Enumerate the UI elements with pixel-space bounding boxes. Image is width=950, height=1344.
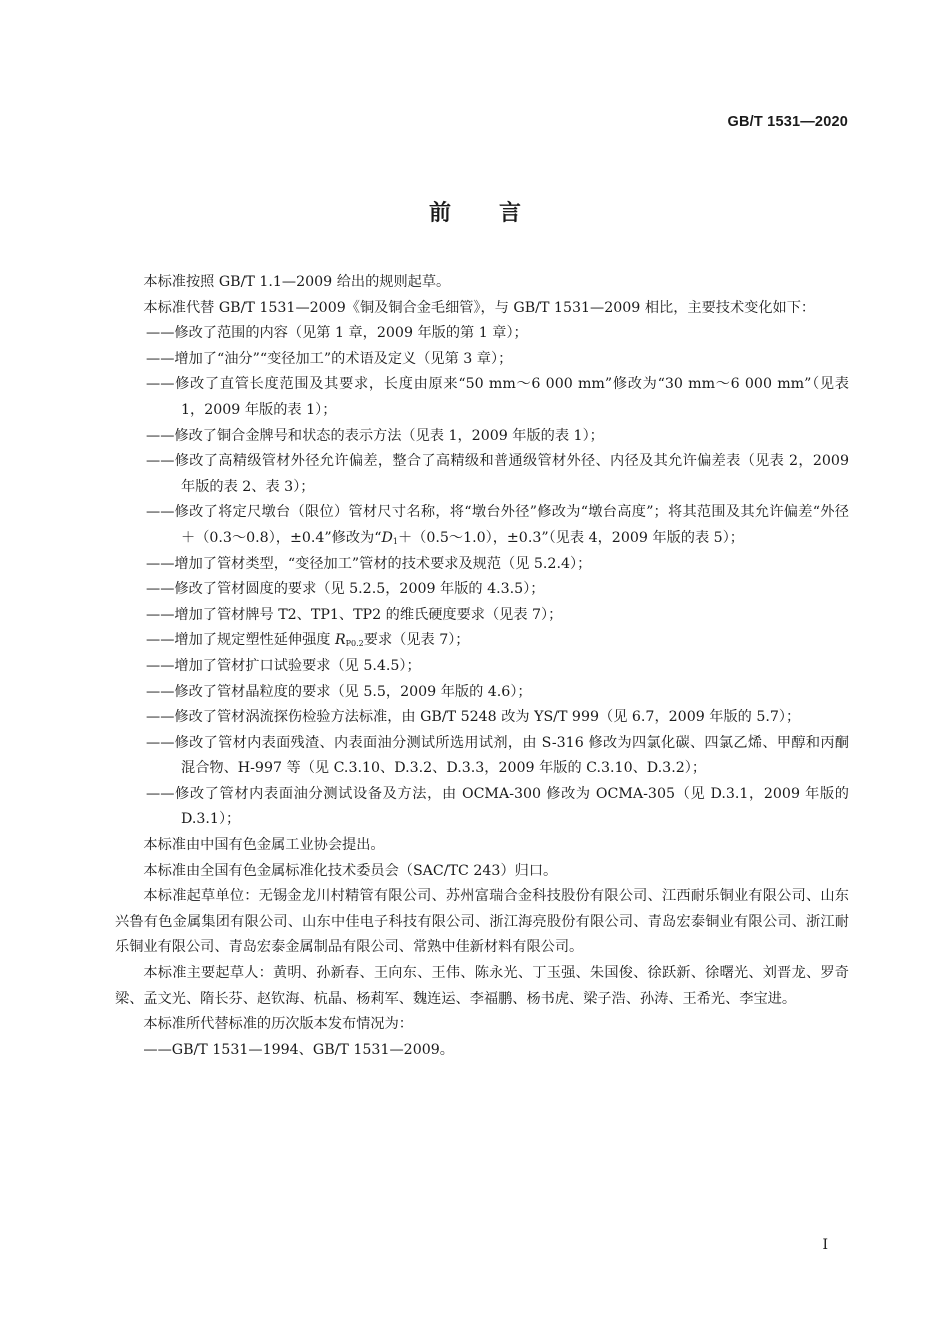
standard-code: GB/T 1531—2020 (727, 114, 848, 130)
page-number: I (822, 1237, 828, 1253)
change-item: ——修改了范围的内容（见第 1 章，2009 年版的第 1 章）； (146, 325, 528, 342)
change-item: ——修改了管材内表面残渣、内表面油分测试所选用试剂，由 S-316 修改为四氯化碳、四氯乙烯、甲醇和丙酮混合物、H-997 等（见 C.3.10、D.3.2、D.3.3，2009 年版的 C.3.10、D.3.2）； (146, 734, 849, 777)
page-title: 前言 (428, 201, 569, 226)
previous-versions: ——GB/T 1531—1994、GB/T 1531—2009。 (143, 1041, 454, 1058)
change-item: ——修改了直管长度范围及其要求，长度由原来“50 mm～6 000 mm”修改为“30 mm～6 000 mm”（见表 1，2009 年版的表 1）； (146, 376, 849, 418)
symbol-d-subscript: 1 (392, 536, 398, 546)
paragraph-drafting-units: 本标准起草单位：无锡金龙川村精管有限公司、苏州富瑞合金科技股份有限公司、江西耐乐铜业有限公司、山东兴鲁有色金属集团有限公司、山东中佳电子科技有限公司、浙江海亮股份有限公司、青岛宏泰铜业有限公司、浙江耐乐铜业有限公司、青岛宏泰金属制品有限公司、常熟中佳新材料有限公司。 (115, 888, 849, 956)
change-item: ——修改了高精级管材外径允许偏差，整合了高精级和普通级管材外径、内径及其允许偏差表（见表 2，2009 年版的表 2、表 3）； (146, 453, 849, 495)
symbol-r: R (334, 632, 346, 649)
change-item: ——增加了管材扩口试验要求（见 5.4.5）； (146, 657, 421, 674)
document-body (115, 270, 849, 1063)
paragraph-technical-committee: 本标准由全国有色金属标准化技术委员会（SAC/TC 243）归口。 (143, 862, 558, 879)
paragraph-drafting-rules: 本标准按照 GB/T 1.1—2009 给出的规则起草。 (143, 274, 451, 290)
change-item: ——增加了管材牌号 T2、TP1、TP2 的维氏硬度要求（见表 7）； (146, 606, 563, 623)
change-item: ——修改了管材晶粒度的要求（见 5.5，2009 年版的 4.6）； (146, 683, 532, 700)
change-item: ——修改了铜合金牌号和状态的表示方法（见表 1，2009 年版的表 1）； (146, 427, 604, 444)
change-item: ——修改了管材圆度的要求（见 5.2.5，2009 年版的 4.3.5）； (146, 581, 545, 598)
change-item: ——增加了规定塑性延伸强度 $R_{P0.2}$要求（见表 7）； (146, 632, 470, 649)
change-item: ——增加了管材类型，“变径加工”管材的技术要求及规范（见 5.2.4）； (146, 555, 592, 572)
change-item: ——修改了管材内表面油分测试设备及方法，由 OCMA-300 修改为 OCMA-305（见 D.3.1，2009 年版的 D.3.1）； (146, 785, 849, 828)
change-item: ——增加了“油分”“变径加工”的术语及定义（见第 3 章）； (146, 350, 513, 367)
symbol-d: D (381, 529, 393, 546)
change-item: ——修改了将定尺墩台（限位）管材尺寸名称，将“墩台外径”修改为“墩台高度”；将其范围及其允许偏差“外径＋（0.3～0.8），±0.4”修改为“$D_1+(0.5\sim 1.0)$，±0.3”（见表 4，2009 年版的表 5）； (146, 504, 849, 546)
paragraph-replaces: 本标准代替 GB/T 1531—2009《铜及铜合金毛细管》，与 GB/T 1531—2009 相比，主要技术变化如下： (143, 299, 816, 316)
symbol-r-subscript: P0.2 (345, 639, 364, 649)
change-item: ——修改了管材涡流探伤检验方法标准，由 GB/T 5248 改为 YS/T 999（见 6.7，2009 年版的 5.7）； (146, 709, 801, 726)
paragraph-drafters: 本标准主要起草人：黄明、孙新春、王向东、王伟、陈永光、丁玉强、朱国俊、徐跃新、徐曙光、刘晋龙、罗奇梁、孟文光、隋长芬、赵钦海、杭晶、杨莉军、魏连运、李福鹏、杨书虎、梁子浩、孙涛、王希光、李宝进。 (115, 965, 849, 1007)
paragraph-version-history: 本标准所代替标准的历次版本发布情况为： (143, 1016, 413, 1033)
paragraph-proposer: 本标准由中国有色金属工业协会提出。 (143, 837, 385, 854)
